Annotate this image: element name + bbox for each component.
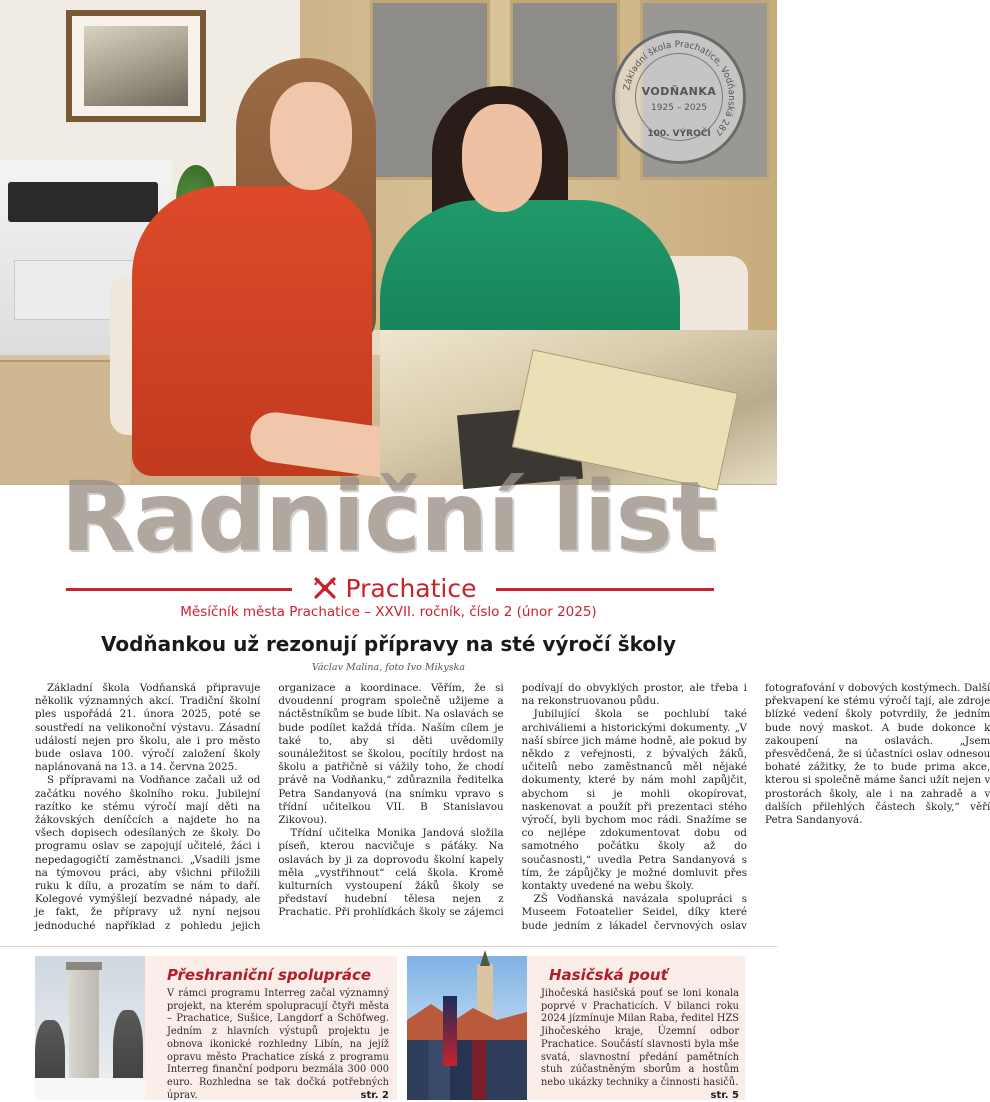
teaser-cross-border[interactable] xyxy=(35,956,397,1100)
stamp-ring-text: Základní škola Prachatice, Vodňanská 287 xyxy=(622,39,737,138)
teaser-text: V rámci programu Interreg začal významný projekt, na kterém spolupracují čtyři města – Prachatice, Sušice, Langdorf a Schöfweg. Jedním z hlavních výstupů projektu je obnova ikonické rozhledny Libín, na jejíž opravu město Prachatice získá z programu Interreg finanční podporu bezmála 300 000 euro. Rozhledna se tak dočká potřebných úprav. xyxy=(167,988,389,1101)
article-paragraph: Jubilující škola se pochlubí také archiváliemi a historickými dokumenty. „V naší sbírce jich máme hodně, ale pokud by někdo z veřejnosti, z bývalých žáků, učitelů nebo zaměstnanců měl nějaké dokumenty, které by nám mohl zapůjčit, abychom si je mohli okopírovat, naskenovat a použít při prezentaci stého výročí, byli bychom moc rádi. Snažíme se co nejlépe zdokumentovat dobu od samotného počátku školy až do současnosti,“ uvedla Petra Sandanyová s tím, že zápůjčky je možné domluvit přes kontakty uvedené na webu školy. xyxy=(521,708,747,893)
teaser-title[interactable]: Přeshraniční spolupráce xyxy=(167,966,372,984)
masthead-rule-right xyxy=(496,588,714,591)
teaser-body xyxy=(167,988,389,1102)
article-paragraph: S přípravami na Vodňance začali už od začátku nového školního roku. Jubilejní razítko ke stému výročí mají děti na žákovských deníčcích a najdete ho na všech dopisech odesílaných ze školy. Do programu oslav se zapojují učitelé, žáci i nepedagogičtí zaměstnanci. „Vsadili jsme na týmovou práci, aby všichni přiložili ruku k dílu, a prozatím se nám to daří. Kolegové vymýšlejí bezvadné nápady, ale je fakt, že přípravy už nyní nejsou jednoduché například z pohledu jejich organizace a koordinace. Věřím, že si dvoudenní program společně užijeme a náctěstníkům se bude líbit. Na oslavách se bude podílet každá třída. Naším cílem je také to, aby si děti uvědomily sounáležitost se školou, pocítily hrdost na školu a patřičně si vážily toho, že chodí právě na Vodňanku,“ zdůraznila ředitelka Petra Sandanyová (na snímku vpravo s třídní učitelkou VII. B Stanislavou Zikovou). xyxy=(35,682,504,932)
firefighters-photo xyxy=(407,956,527,1100)
jubilee-stamp xyxy=(612,30,746,164)
cover-photo xyxy=(0,0,777,484)
article-paragraph: ZŠ Vodňanská navázala spolupráci s Museem Fotoatelier Seidel, díky které bude jedním z lákadel červnových oslav fotografování v dobových kostýmech. Další překvapení ke stému výročí tají, ale zdroje blízké vedení školy potvrdily, že jedním bude nový maskot. A bude dokonce k zakoupení na oslavách. „Jsem přesvědčená, že si účastníci oslav odnesou bohaté zážitky, že to bude prima akce, kterou si společně máme šanci užít nejen v prostorách školy, ale i na zahradě a v dalších přilehlých částech školy,“ věří Petra Sandanyová. xyxy=(521,682,990,932)
stamp-years: 1925 – 2025 xyxy=(650,103,708,113)
article-byline: Václav Malina, foto Ivo Mikyska xyxy=(311,662,466,673)
teaser-body xyxy=(541,988,739,1102)
teaser-title[interactable]: Hasičská pouť xyxy=(549,966,668,984)
teaser-firefighters[interactable] xyxy=(407,956,745,1100)
stamp-jubilee: 100. VÝROČÍ xyxy=(647,129,711,139)
masthead-title: Radniční list xyxy=(60,461,717,573)
wall-picture xyxy=(66,10,206,122)
stamp-logo: VODŇANKA xyxy=(641,85,717,98)
masthead-brand xyxy=(300,570,490,606)
masthead-rule-left xyxy=(66,588,292,591)
article-paragraph: Základní škola Vodňanská připravuje několik významných akcí. Tradiční školní ples uspořádá 21. února 2025, poté se soustředí na velikonoční výstavu. Zásadní událostí nejen pro školu, ale i pro město bude oslava 100. výročí založení školy naplánovaná na 13. a 14. června 2025. xyxy=(35,682,261,774)
city-crest-icon xyxy=(313,576,337,600)
article-paragraph: Třídní učitelka Monika Jandová složila píseň, kterou nacvičuje s páťáky. Na oslavách by ji za doprovodu školní kapely měla „vystřihnout“ celá škola. Kromě kulturních vystoupení žáků školy se představí hudební tělesa nejen z Prachatic. Při prohlídkách školy se zájemci podívají do obvyklých prostor, ale třeba i na rekonstruovanou půdu. xyxy=(278,682,747,919)
issue-subline: Měsíčník města Prachatice – XXVII. ročník, číslo 2 (únor 2025) xyxy=(180,604,597,620)
section-divider xyxy=(0,946,777,947)
teaser-text: Jihočeská hasičská pouť se loni konala poprvé v Prachaticích. V bilanci roku 2024 jízmínuje Milan Raba, ředitel HZS Jihočeského kraje, Územní odbor Prachatice. Součástí slavnosti byla mše svatá, slavnostní předání pamětních stuh zúčastněným sborům a hostům nebo ukázky techniky a činnosti hasičů. xyxy=(541,988,739,1088)
lookout-tower-photo xyxy=(35,956,145,1100)
article-body xyxy=(35,682,990,940)
article-headline: Vodňankou už rezonují přípravy na sté výročí školy xyxy=(100,632,676,656)
brand-name: Prachatice xyxy=(345,573,477,603)
teaser-page-ref[interactable]: str. 2 xyxy=(360,1089,389,1101)
teaser-page-ref[interactable]: str. 5 xyxy=(710,1089,739,1101)
